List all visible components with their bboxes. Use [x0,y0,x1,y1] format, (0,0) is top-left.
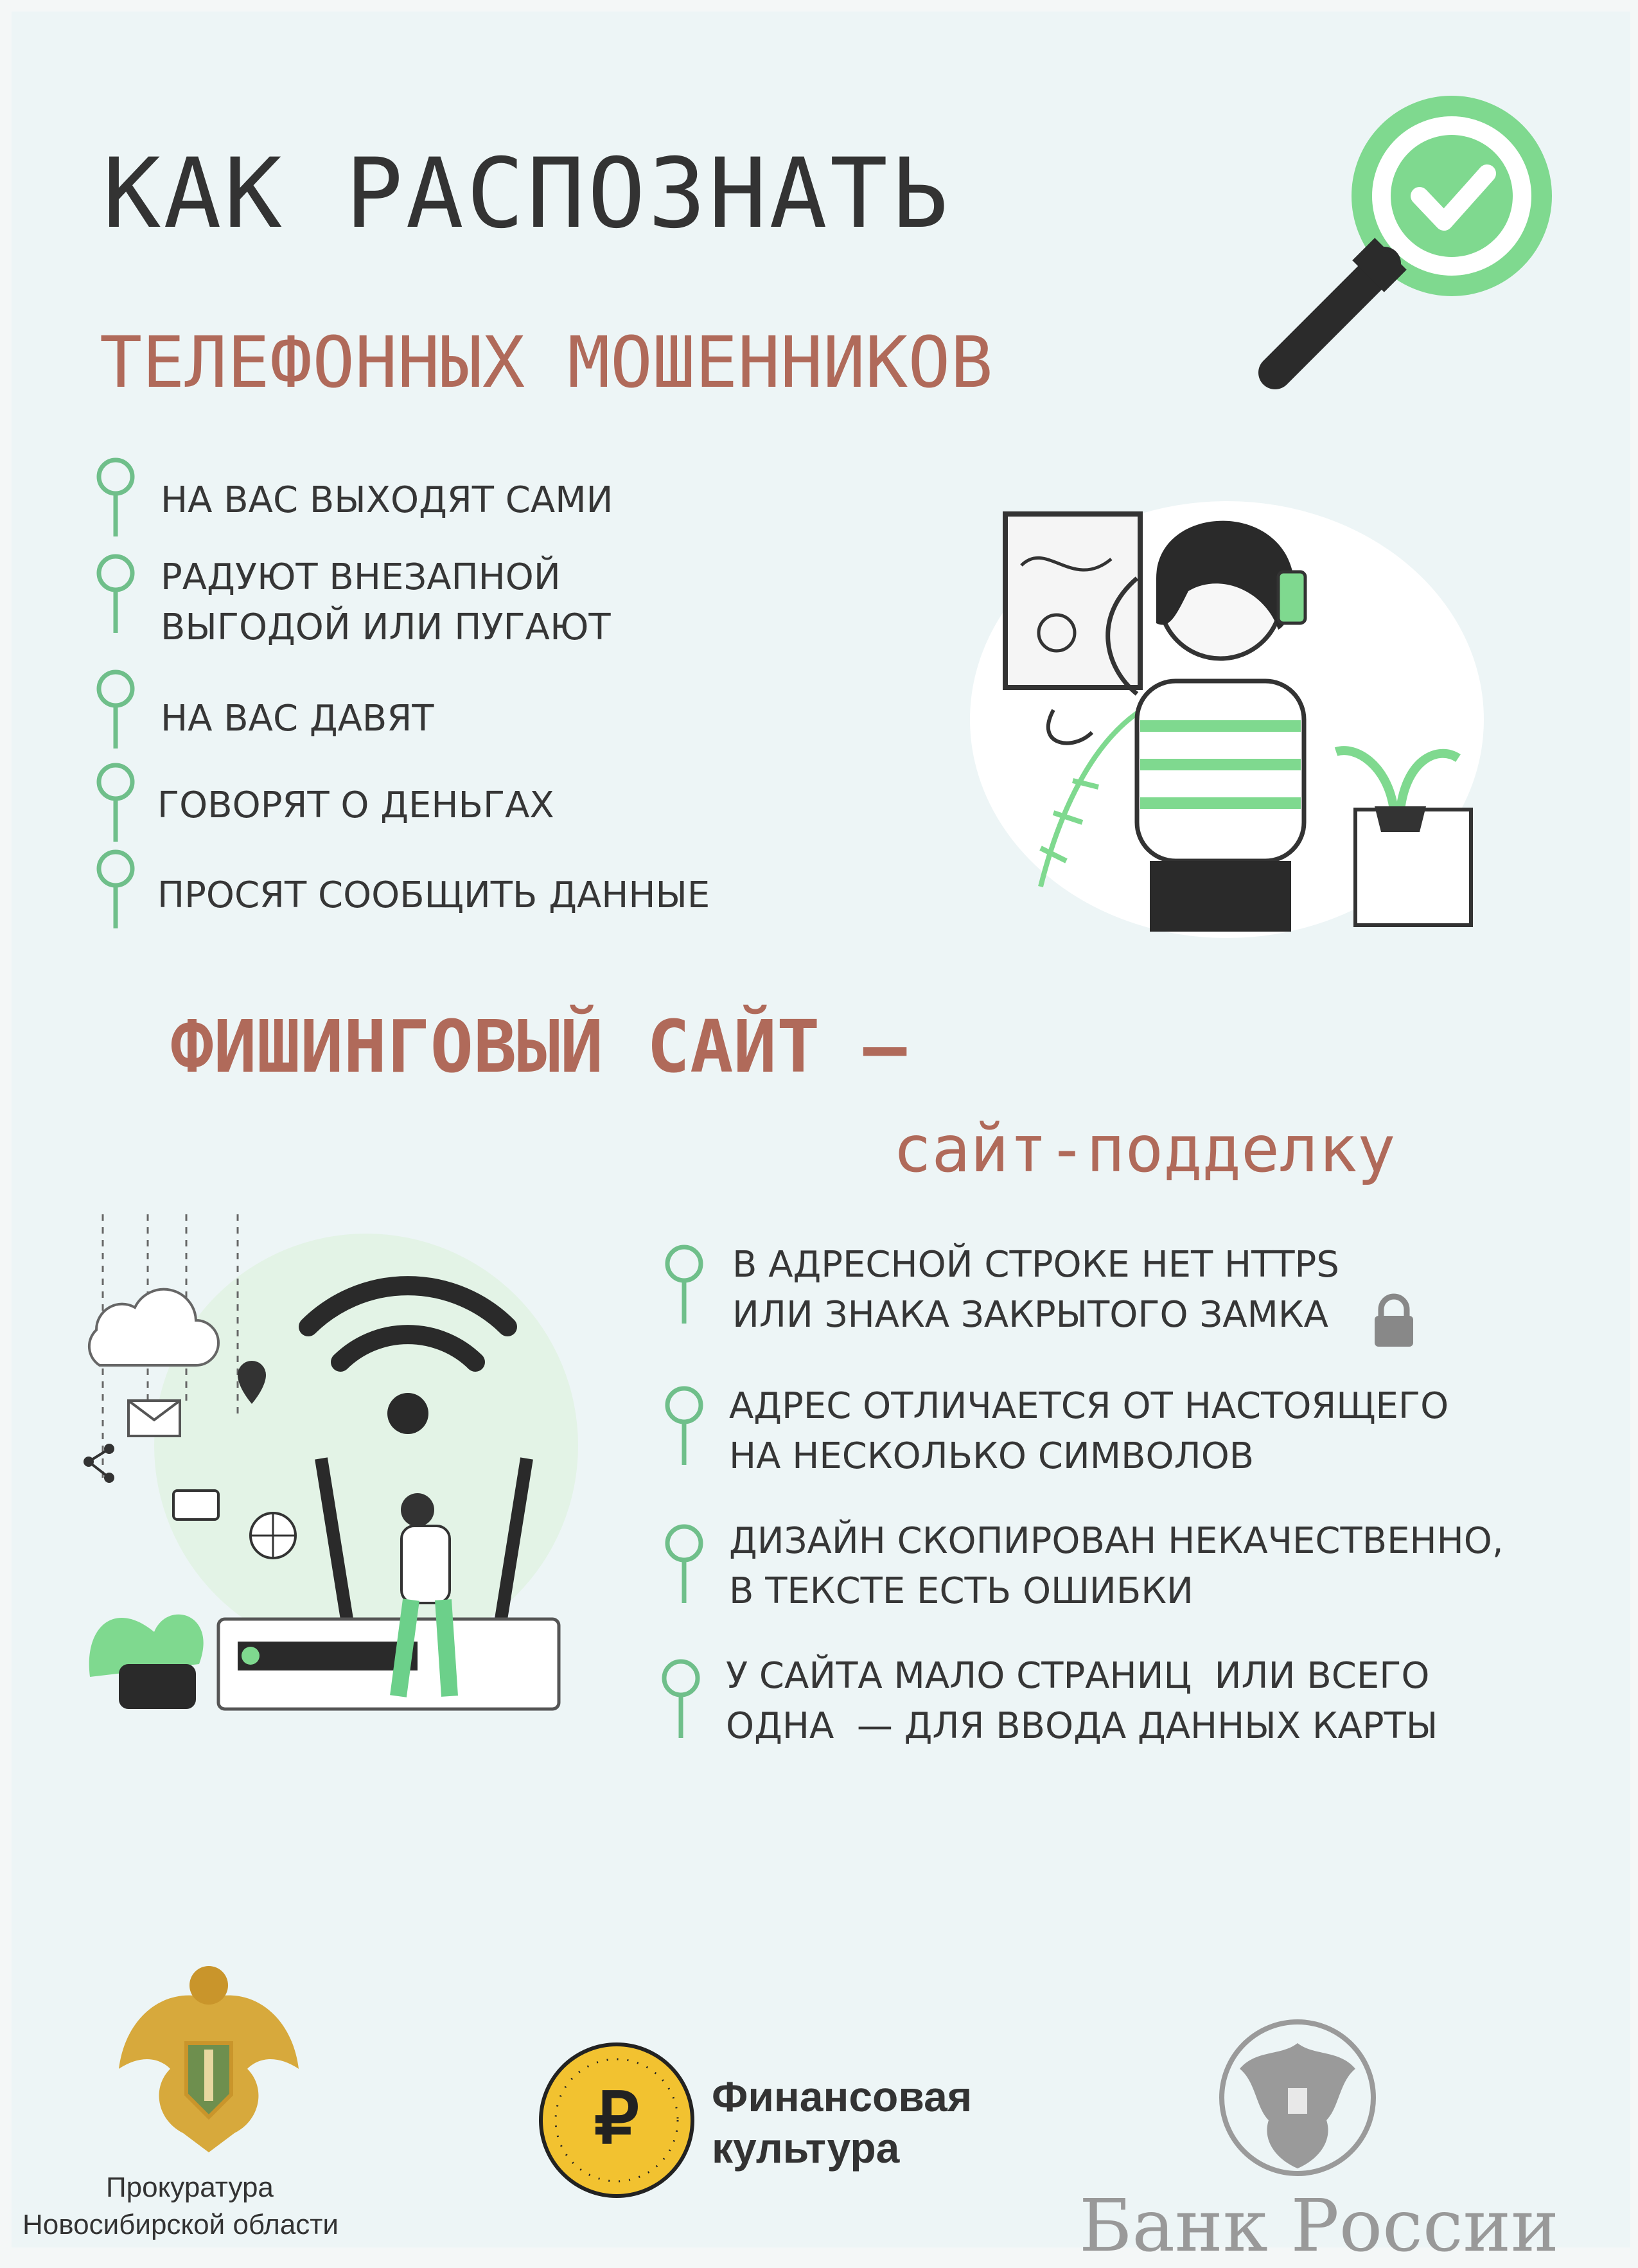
wifi-router-illustration [77,1214,591,1715]
prosecutor-name-line2: Новосибирской области [22,2209,339,2240]
bank-name: Банк России [1079,2184,1559,2268]
pin-marker-icon [93,456,138,540]
list-item: У САЙТА МАЛО СТРАНИЦ ИЛИ ВСЕГО ОДНА — ДЛЯ ВВОДА ДАННЫХ КАРТЫ [726,1655,1438,1747]
list-item: ПРОСЯТ СООБЩИТЬ ДАННЫЕ [157,874,710,916]
prosecutor-name-line1: Прокуратура [106,2172,274,2203]
phishing-title: ФИШИНГОВЫЙ САЙТ — [170,1006,907,1089]
pin-marker-icon [93,668,138,752]
magnifier-check-icon [1240,90,1561,411]
ruble-symbol: ₽ [594,2079,639,2158]
lock-icon [1371,1291,1416,1349]
list-item: ГОВОРЯТ О ДЕНЬГАХ [157,784,554,826]
poster-title: КАК РАСПОЗНАТЬ [103,138,951,250]
list-item: НА ВАС ВЫХОДЯТ САМИ [161,479,613,521]
bank-eagle-emblem [1217,2017,1378,2197]
pin-marker-icon [662,1523,707,1606]
pin-marker-icon [93,761,138,845]
phone-call-illustration [944,475,1471,938]
fincult-coin-icon [536,2040,697,2201]
chat-icon [173,1491,218,1519]
prosecutor-emblem [112,1960,305,2165]
cloud-icon [89,1289,218,1365]
pin-marker-icon [662,1243,707,1327]
fincult-line1: Финансовая [712,2073,973,2120]
list-item: В АДРЕСНОЙ СТРОКЕ НЕТ HTTPS ИЛИ ЗНАКА ЗАКРЫТОГО ЗАМКА [732,1244,1339,1336]
poster-subtitle: ТЕЛЕФОННЫХ МОШЕННИКОВ [100,321,993,403]
fincult-line2: культура [712,2124,900,2172]
pin-marker-icon [93,553,138,636]
list-item: РАДУЮТ ВНЕЗАПНОЙ ВЫГОДОЙ ИЛИ ПУГАЮТ [161,556,611,648]
list-item: ДИЗАЙН СКОПИРОВАН НЕКАЧЕСТВЕННО, В ТЕКСТЕ ЕСТЬ ОШИБКИ [729,1520,1504,1612]
pin-marker-icon [658,1658,703,1741]
pin-marker-icon [93,848,138,932]
phishing-subtitle: сайт-подделку [893,1112,1396,1187]
list-item: НА ВАС ДАВЯТ [161,698,434,740]
share-icon [84,1444,114,1483]
pin-marker-icon [662,1385,707,1468]
list-item: АДРЕС ОТЛИЧАЕТСЯ ОТ НАСТОЯЩЕГО НА НЕСКОЛЬКО СИМВОЛОВ [729,1385,1449,1477]
